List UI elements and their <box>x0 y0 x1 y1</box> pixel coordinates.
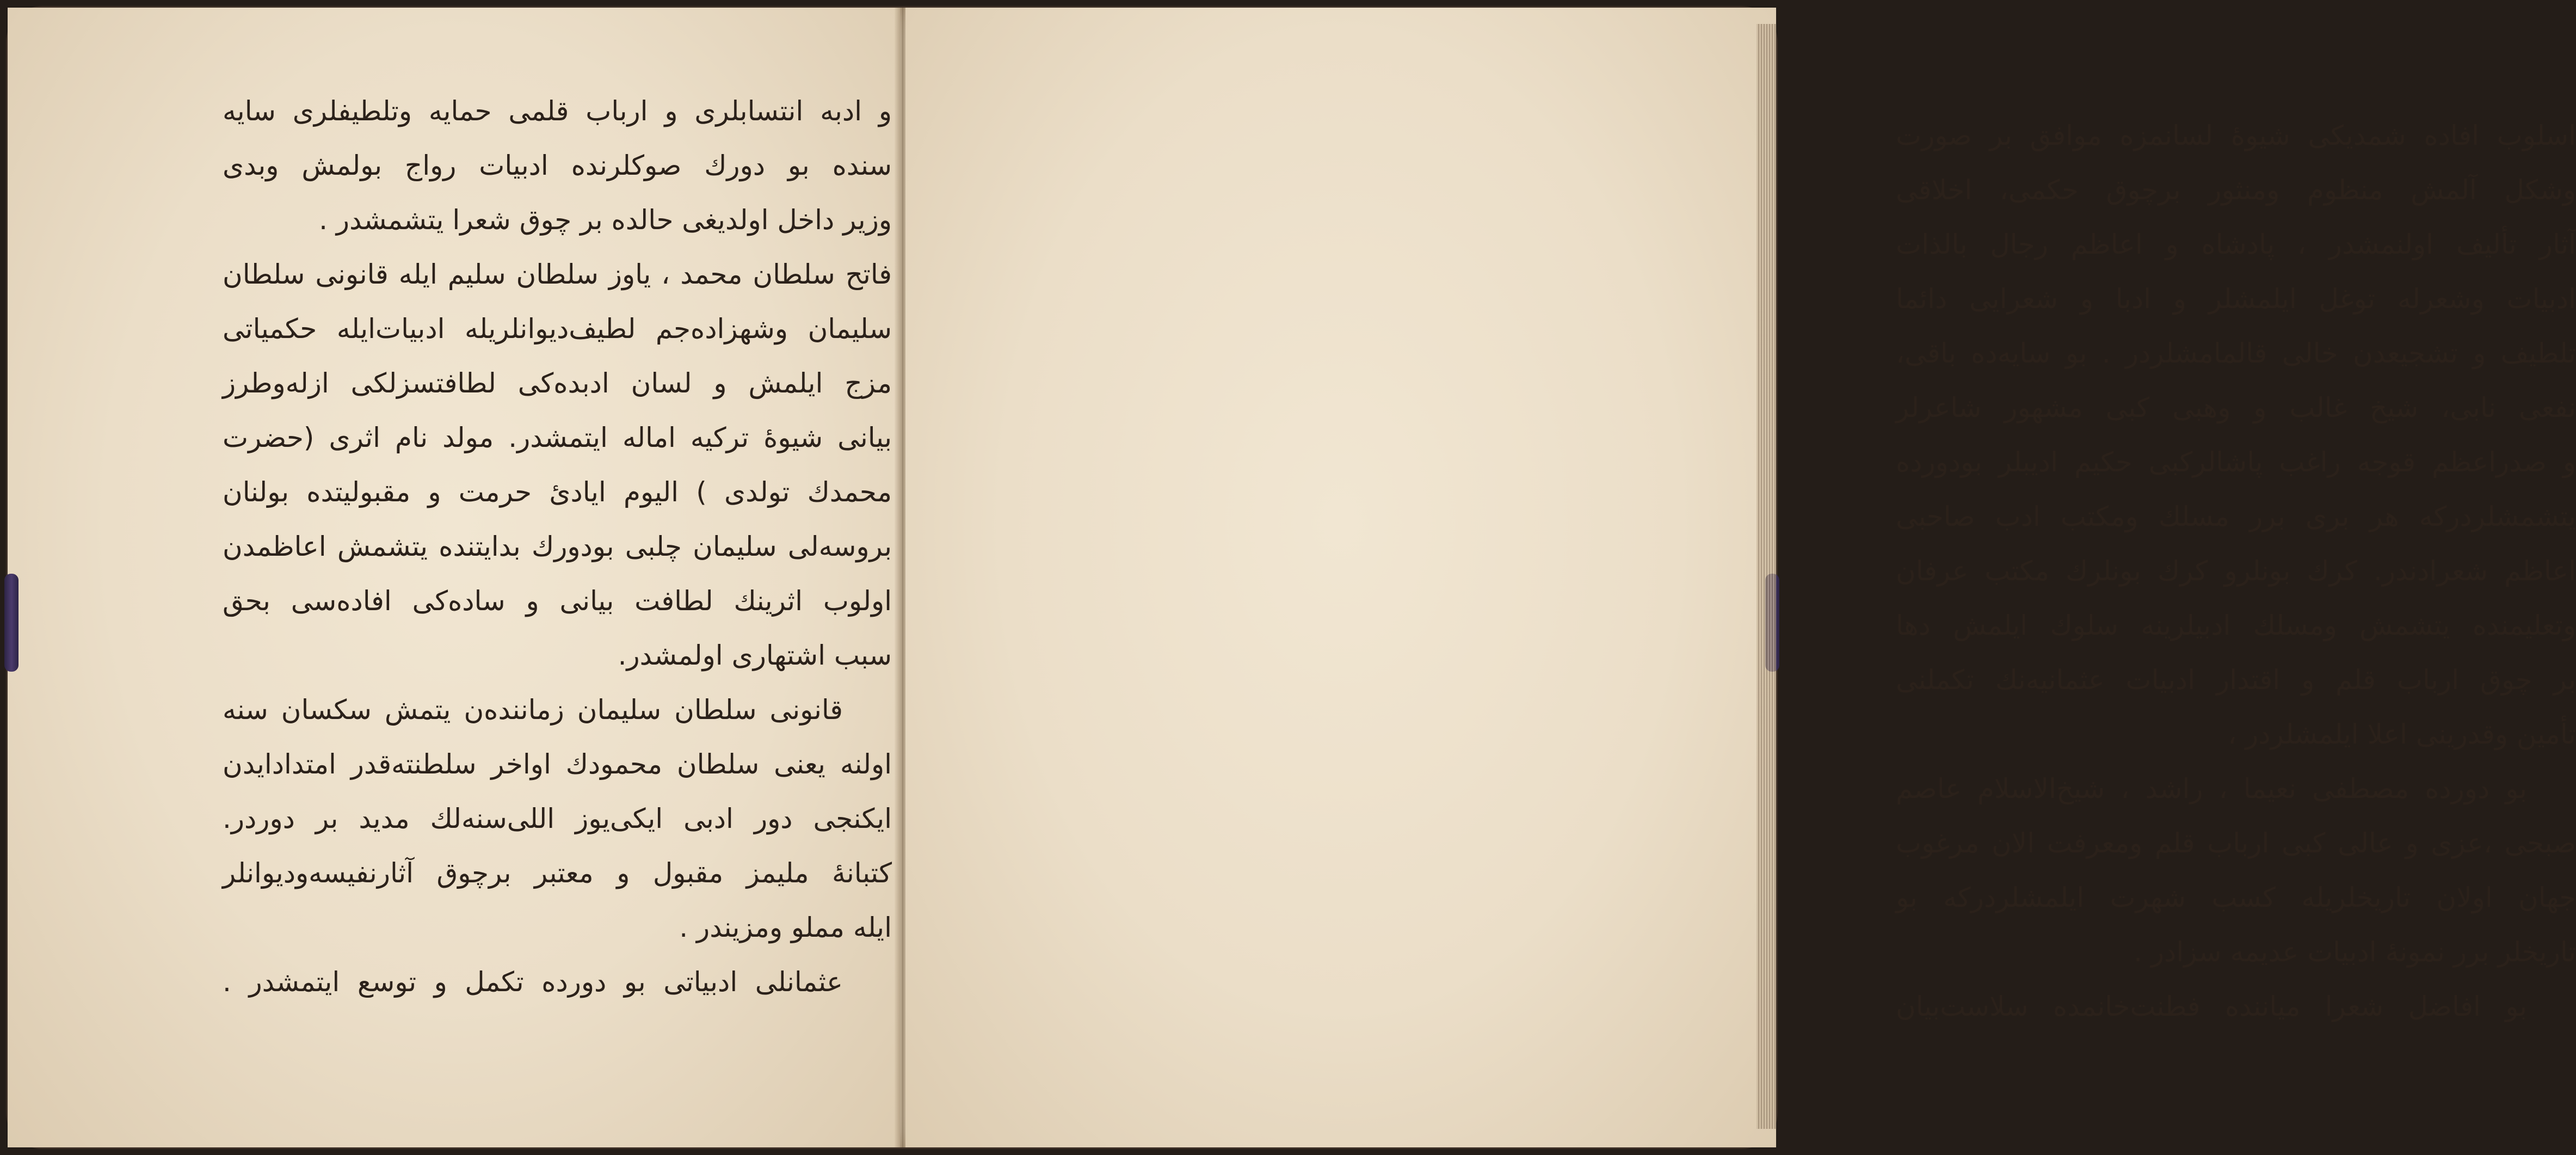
open-book-spread <box>8 8 2576 1147</box>
text-line: بر چوق ارباب قلم و اقتدار ادبیات عثمانیه‌نك تکملنی <box>1896 664 2576 696</box>
text-line: اولنه یعنی سلطان محمودك اواخر سلطنته‌قدر امتدادایدن <box>223 748 892 780</box>
text-line: بو افاضل شعرا میاننده فطنت‌خانمده سلاست‌بیان <box>1896 991 2527 1022</box>
text-line: اسلوب افاده شمدیکی شیوهٔ لسانمزه موافق بر صورت <box>1896 120 2576 151</box>
text-line: محمدك تولدی ) الیوم ایادئ حرمت و مقبولیتده بولنان <box>223 476 892 508</box>
text-line: بروسه‌لی سلیمان چلبی بودورك بدایتنده یتشمش اعاظمدن <box>223 531 892 562</box>
text-line: سنده بو دورك صوكلرنده ادبیات رواج بولمش وبدی <box>223 150 892 181</box>
text-line: عثمانلی ادبیاتی بو دورده تکمل و توسع ایتمشدر . <box>223 966 843 998</box>
text-line: بیانی شیوهٔ ترکیه اماله ایتمشدر. مولد نام اثری (حضرت <box>223 422 892 453</box>
binding-thread <box>4 574 19 672</box>
text-line: فاتح سلطان محمد ، یاوز سلطان سلیم ایله قانونی سلطان <box>223 259 892 290</box>
text-line: تاریخلر برر نمونهٔ ادبیات عدیمه سزادر . <box>2134 936 2576 968</box>
text-line: و صدراعظم قوجه راغب پاشالرکبی حکیم ادیبلر بودورده <box>1896 446 2576 478</box>
right-page-text <box>1896 108 2576 1034</box>
text-line: و ادبه انتسابلری و ارباب قلمی حمایه وتلطیفلری سایه‌ <box>223 95 892 127</box>
text-line: سبب اشتهاری اولمشدر. <box>618 640 892 671</box>
text-line: تلطیف و تشجیعدن خالی قالمامشلردر . بو سایه‌ده باقی، <box>1896 337 2576 369</box>
text-line: کتبانهٔ ملیمز مقبول و معتبر برچوق آثارنفیسه‌ودیوانلر <box>223 857 892 889</box>
text-line: جهان اولان تاریخلریله کسب شهرت ایلمشلردرکه بو <box>1896 882 2576 913</box>
text-line: آثار تألیف اولنمشدر ، پادشاه و اعاظم رجال بالذات <box>1896 229 2576 260</box>
text-line: وتعلیمنده یتشمش ومسلك ادبیلرینه سلوك ایلمش دها <box>1896 610 2576 641</box>
text-line: سلیمان وشهزاده‌جم لطیف‌دیوانلریله ادبیات‌ایله حکمیاتی <box>223 313 892 345</box>
left-page-text <box>223 84 892 1009</box>
text-line: مزج ایلمش و لسان ادبده‌کی لطافتسزلکی ازله‌وطرز <box>223 367 892 399</box>
text-line: اولوب اثرینك لطافت بیانی و ساده‌کی افاده‌سی بحق <box>223 585 892 617</box>
text-line: ادبیات وشعرله توغل ایلمشلر و ادبا و شعرایی دائما <box>1896 283 2576 315</box>
text-line: تأمین وقدرینی اعلا ایلمشلردر ، <box>2228 718 2576 750</box>
text-line: صبحی ،عزی و عالی کبی ارباب قلم ومعرفت الان مرغوب <box>1896 827 2576 859</box>
left-page <box>8 8 900 1147</box>
text-line: بو دورده مصطفی نعیما ، راشد ، شیخ‌الاسلام عاصم <box>1896 773 2527 804</box>
right-page <box>905 8 2576 1147</box>
text-line: قانونی سلطان سلیمان زماننده‌ن یتمش سکسان سنه <box>223 694 843 726</box>
text-line: ایکنجی دور ادبی ایکی‌یوز اللی‌سنه‌لك مدید بر دوردر. <box>223 803 892 834</box>
text-line: وزیر داخل اولدیغی حالده بر چوق شعرا یتشمشدر . <box>319 204 892 236</box>
text-line: وشکل آلمش منظوم ومنثور برچوق حکمی، اخلاقی <box>1896 174 2576 206</box>
text-line: یتشمشلردرکه هر بری برر مسلك ومکتب ادب صاحبی <box>1896 501 2576 532</box>
text-line: اعاظم شعرادندر. کرك بونلرو کرك بونلرك مکتب عرفان <box>1896 555 2576 587</box>
text-line: ایله مملو ومزیندر . <box>679 912 892 943</box>
text-line: نفعی نابی، شیخ غالب و وهبی کبی مشهور شاعرلر <box>1896 392 2576 423</box>
page-edges <box>1757 24 1776 1129</box>
